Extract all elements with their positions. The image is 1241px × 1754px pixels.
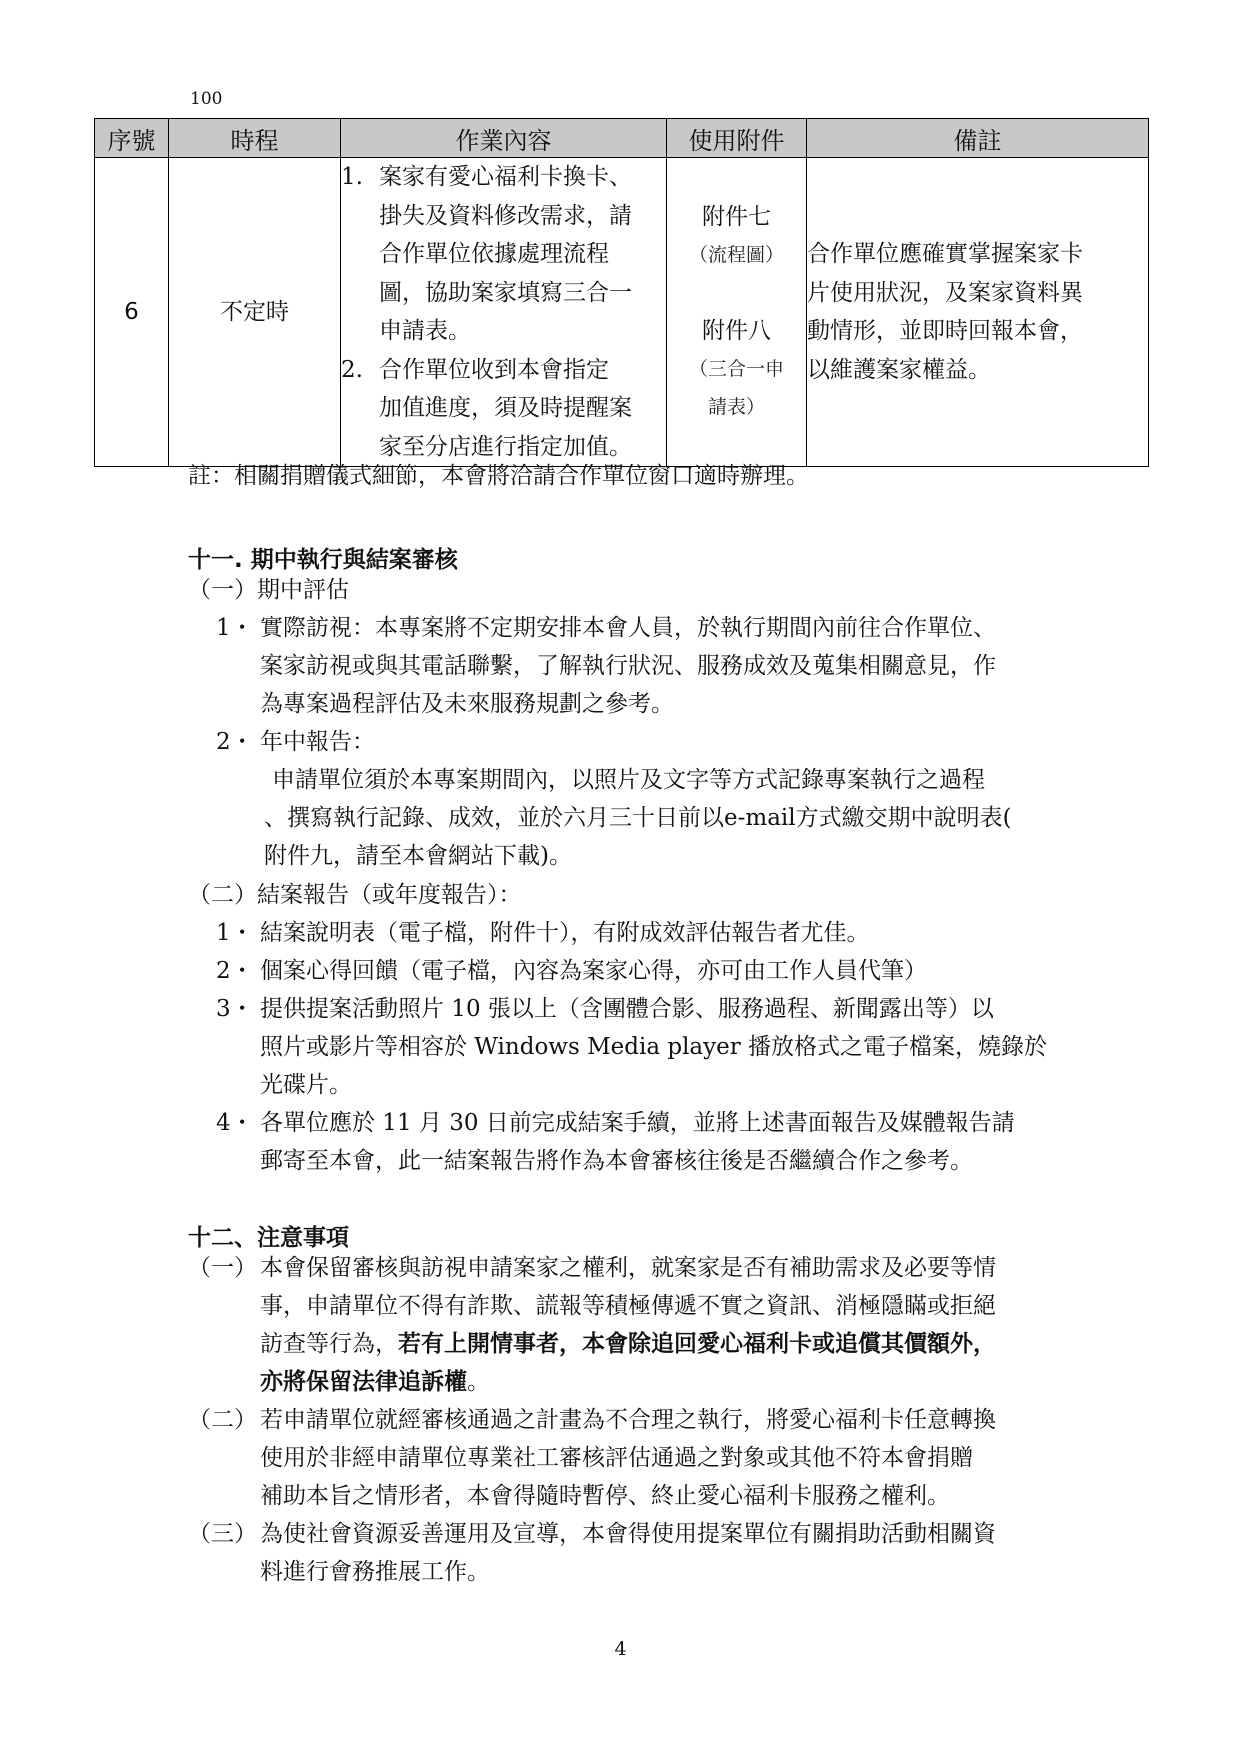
attachment-8-desc: （三合一申	[688, 358, 784, 380]
section-11-title: 十一. 期中執行與結案審核	[188, 547, 458, 573]
header-content: 作業內容	[341, 119, 667, 158]
page-number: 4	[614, 1638, 627, 1660]
header-attachment: 使用附件	[667, 119, 807, 158]
cell-content	[341, 158, 667, 467]
document-page: 100 序號 時程 作業內容 使用附件 備註 6 不定時 1. 案家有愛心福利卡換卡、 掛失及資料修改需求，請 合作單位依據處理流程 圖，協助案家填寫三合一 申請表。 2. 合作單位收到本會指定 加值進度，須及時提醒案 家至分店進行指定加值。 附件七 （流程圖） 附件八 （三合一申 請表） 合作單位應確實掌握案家卡 片使用狀況，及案家資料異 動情形，並即時回報本會， 以維護案家權益。 註：相關捐贈儀式細節，本會將洽請合作單位窗口適時辦理。 十一. 期中執行與結案審核 （一）期中評估 1・ 實際訪視：本專案將不定期安排本會人員，於執行期間內前往合作單位、 案家訪視或與其電話聯繫，了解執行狀況、服務成效及蒐集相關意見，作 為專案過程評估及未來服務規劃之參考。 2・ 年中報告： 申請單位須於本專案期間內，以照片及文字等方式記錄專案執行之過程 、撰寫執行記錄、成效，並於六月三十日前以e-mail方式繳交期中說明表( 附件九，請至本會網站下載)。 （二）結案報告（或年度報告）： 1・ 結案說明表（電子檔，附件十），有附成效評估報告者尤佳。 2・ 個案心得回饋（電子檔，內容為案家心得，亦可由工作人員代筆） 3・ 提供提案活動照片 10 張以上（含團體合影、服務過程、新聞露出等）以 照片或影片等相容於 Windows Media player 播放格式之電子檔案，燒錄於 光碟片。 4・ 各單位應於 11 月 30 日前完成結案手續，並將上述書面報告及媒體報告請 郵寄至本會，此一結案報告將作為本會審核往後是否繼續合作之參考。 十二、注意事項 （一） 本會保留審核與訪視申請案家之權利，就案家是否有補助需求及必要等情 事，申請單位不得有詐欺、謊報等積極傳遞不實之資訊、消極隱瞞或拒絕 訪查等行為，若有上開情事者，本會除追回愛心福利卡或追償其價額外， 亦將保留法律追訴權。 （二） 若申請單位就經審核通過之計畫為不合理之執行，將愛心福利卡任意轉換 使用於非經申請單位專業社工審核評估通過之對象或其他不符本會捐贈 補助本旨之情形者，本會得隨時暫停、終止愛心福利卡服務之權利。 （三） 為使社會資源妥善運用及宣導，本會得使用提案單位有關捐助活動相關資 料進行會務推展工作。 4	[0, 0, 1241, 1754]
attachment-7-desc: （流程圖）	[688, 244, 784, 266]
section-11-sub2-label: （二）結案報告（或年度報告）：	[188, 882, 522, 908]
attachment-8: 附件八	[702, 318, 771, 344]
header-remark: 備註	[807, 119, 1149, 158]
content-item: 1. 案家有愛心福利卡換卡、 掛失及資料修改需求，請 合作單位依據處理流程 圖，協助案家填寫三合一 申請表。	[341, 164, 632, 344]
section-12-title: 十二、注意事項	[188, 1225, 349, 1251]
header-seq: 序號	[95, 119, 169, 158]
table-note: 註：相關捐贈儀式細節，本會將洽請合作單位窗口適時辦理。	[188, 463, 809, 489]
header-time: 時程	[169, 119, 341, 158]
header-year: 100	[190, 89, 223, 109]
cell-remark: 合作單位應確實掌握案家卡 片使用狀況，及案家資料異 動情形，並即時回報本會， 以維護案家權益。	[807, 158, 1149, 467]
table-header-row	[95, 119, 1149, 158]
cell-attachment	[667, 158, 807, 467]
section-11-sub1-label: （一）期中評估	[188, 577, 349, 603]
cell-time: 不定時	[169, 158, 341, 467]
cell-seq: 6	[95, 158, 169, 467]
attachment-7: 附件七	[702, 204, 771, 230]
table-row	[95, 158, 1149, 467]
schedule-table	[94, 118, 1149, 467]
content-item: 2. 合作單位收到本會指定 加值進度，須及時提醒案 家至分店進行指定加值。	[341, 356, 632, 460]
attachment-8-desc-cont: 請表）	[707, 396, 765, 418]
